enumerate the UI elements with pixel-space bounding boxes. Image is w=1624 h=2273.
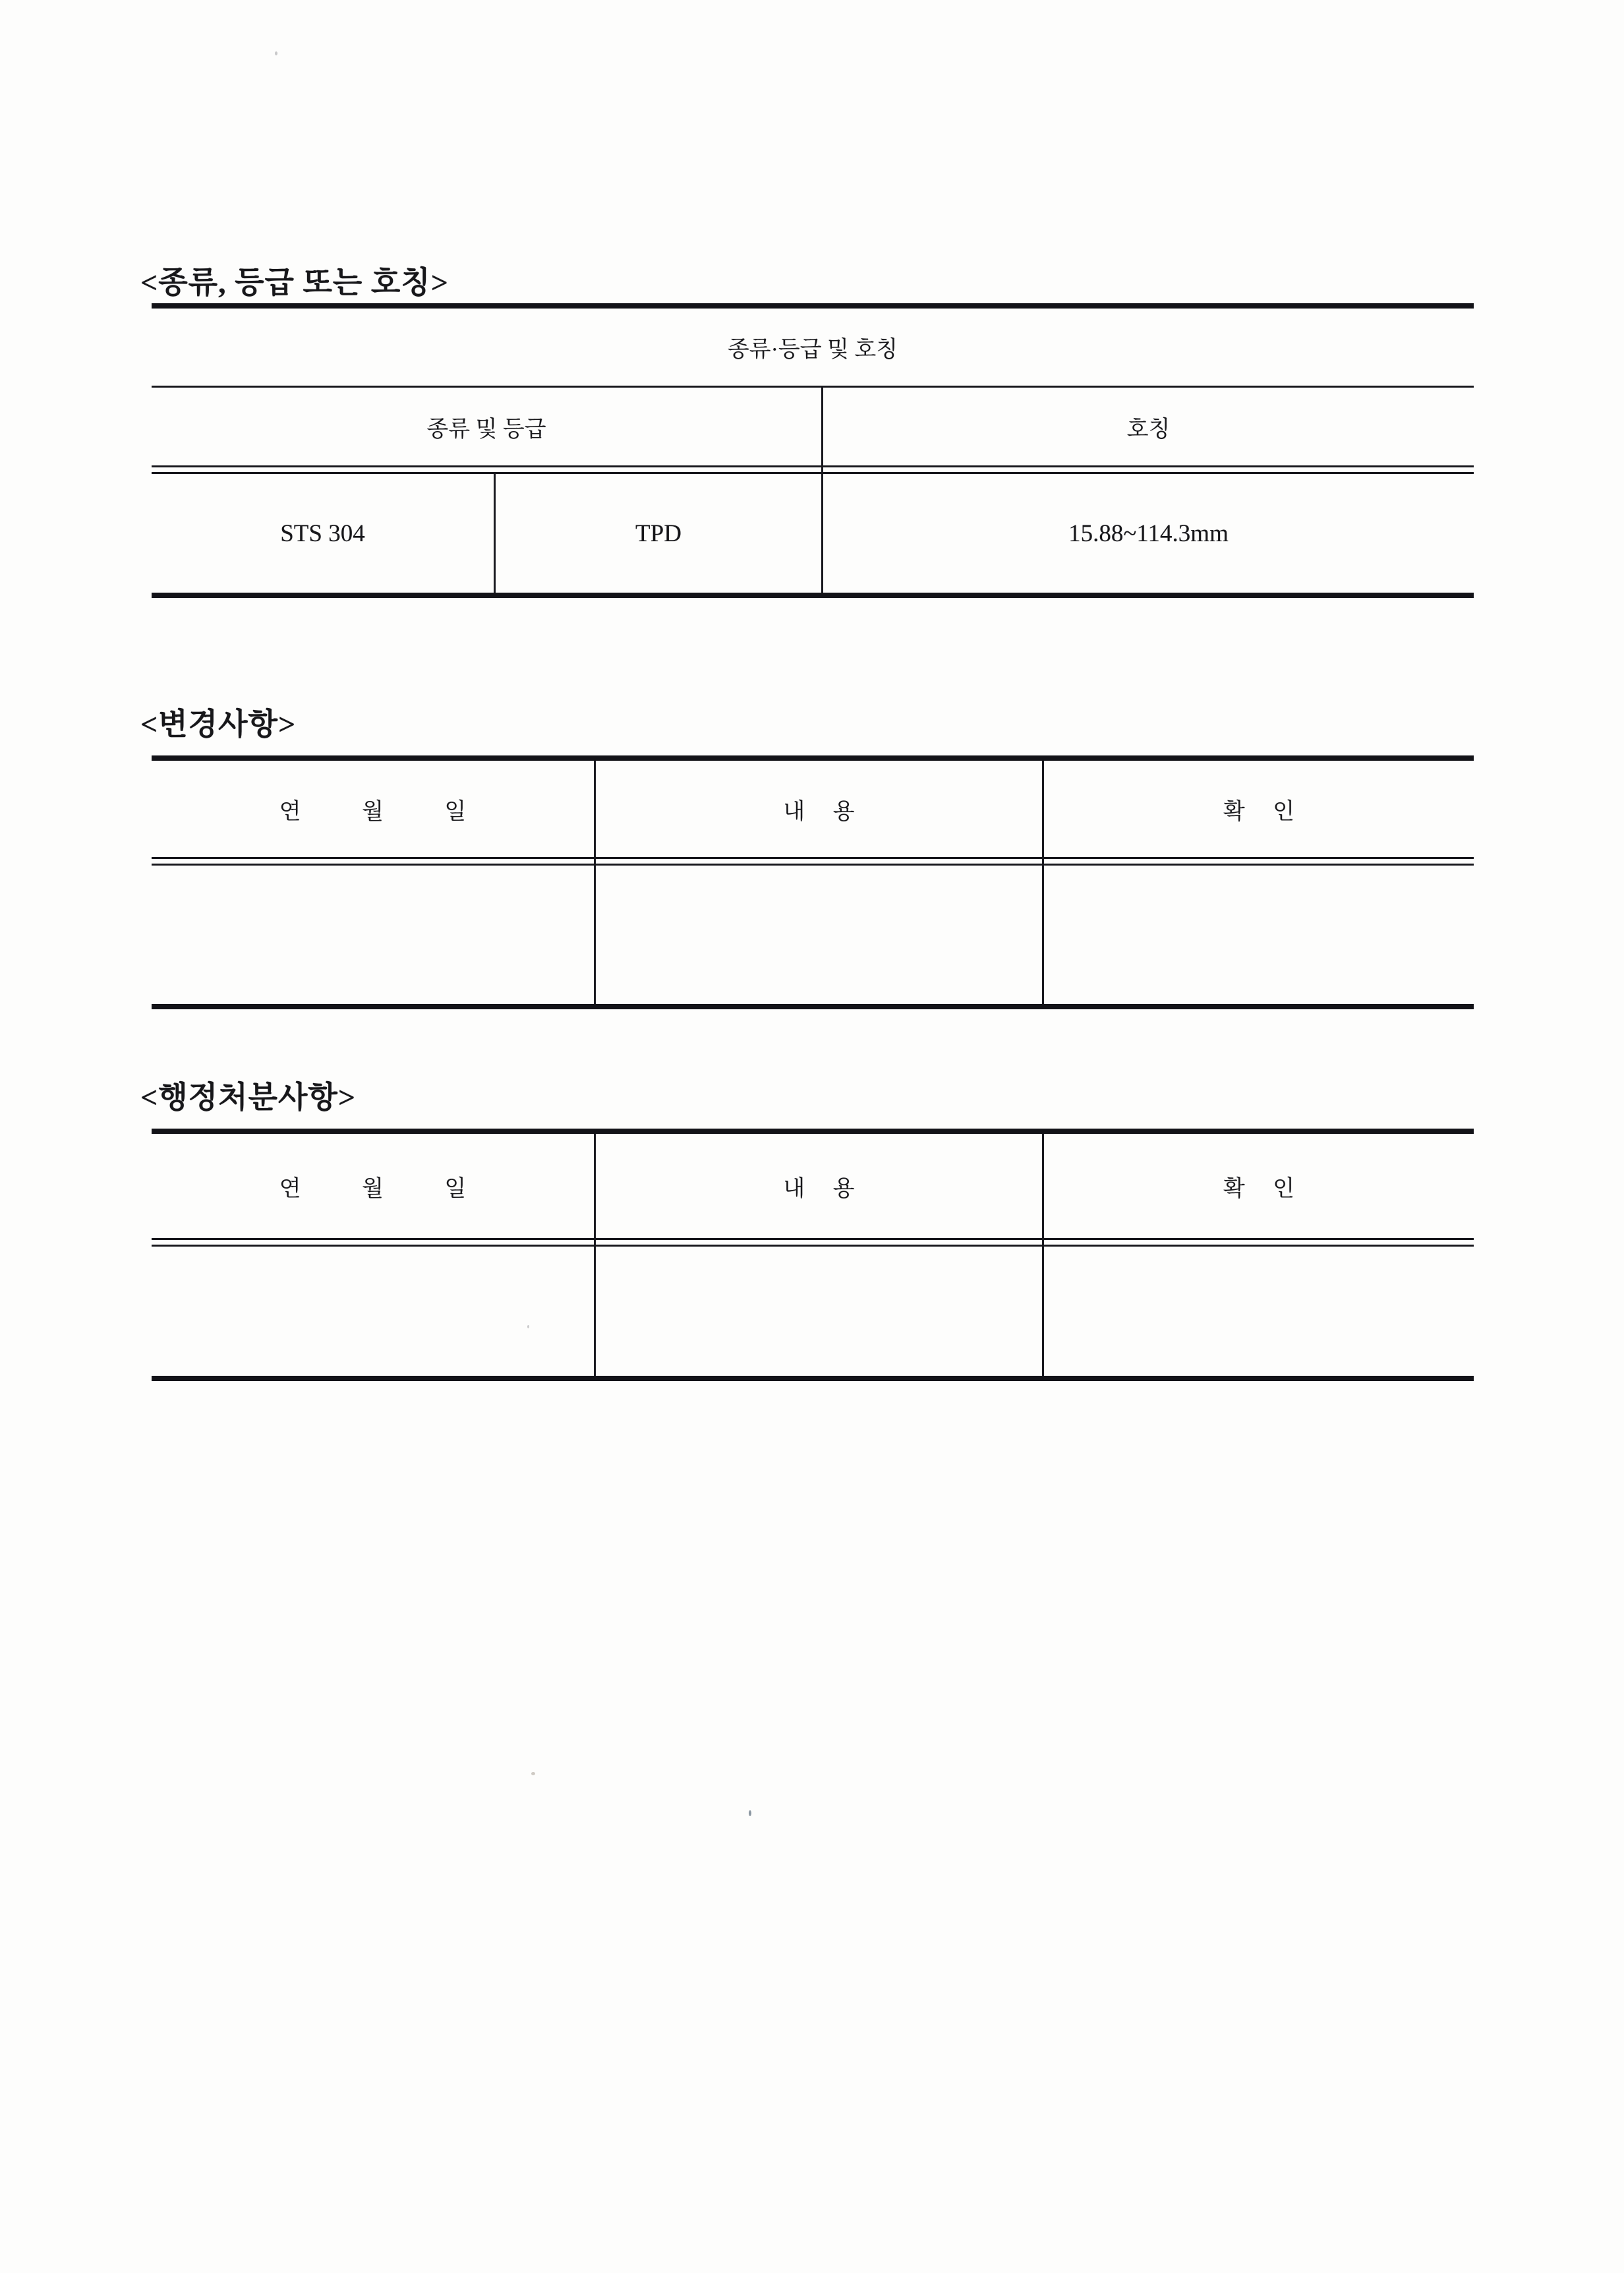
table-double-rule <box>152 465 1474 474</box>
table-double-rule <box>152 857 1474 866</box>
table-top-rule <box>152 303 1474 309</box>
table-title-cell: 종류·등급 및 호칭 <box>727 338 898 362</box>
table-bottom-rule <box>152 1004 1474 1009</box>
table-top-rule <box>152 1129 1474 1134</box>
type-grade-table <box>152 303 1474 598</box>
table-bottom-rule <box>152 1376 1474 1381</box>
scan-speck <box>527 1325 529 1328</box>
content-cell <box>594 866 1042 1004</box>
type-cell: STS 304 <box>280 519 365 547</box>
changes-table <box>152 755 1474 1009</box>
designation-cell: 15.88~114.3mm <box>821 474 1474 593</box>
scan-speck <box>749 1810 751 1816</box>
section-heading-dispositions: <행정처분사항> <box>140 1080 357 1114</box>
column-header-designation: 호칭 <box>821 388 1474 465</box>
table-bottom-rule <box>152 593 1474 598</box>
scan-speck <box>275 51 277 55</box>
table-row <box>152 866 1474 1004</box>
confirm-cell <box>1042 866 1474 1004</box>
column-header-date: 연 월 일 <box>279 1176 467 1201</box>
section-heading-changes: <변경사항> <box>140 707 297 741</box>
table-row <box>152 1247 1474 1376</box>
grade-cell: TPD <box>494 474 821 593</box>
column-header-confirm: 확 인 <box>1042 1134 1474 1238</box>
table-top-rule <box>152 755 1474 761</box>
scan-speck <box>531 1772 535 1775</box>
confirm-cell <box>1042 1247 1474 1376</box>
column-header-confirm: 확 인 <box>1042 761 1474 857</box>
column-header-date: 연 월 일 <box>279 799 467 824</box>
column-header-type-grade: 종류 및 등급 <box>426 417 546 442</box>
table-row <box>152 474 1474 593</box>
section-heading-type-grade: <종류, 등급 또는 호칭> <box>140 266 449 299</box>
date-cell <box>152 866 594 1004</box>
column-header-content: 내 용 <box>594 1134 1042 1238</box>
date-cell <box>152 1247 594 1376</box>
column-header-content: 내 용 <box>594 761 1042 857</box>
dispositions-table <box>152 1129 1474 1381</box>
table-double-rule <box>152 1238 1474 1247</box>
content-cell <box>594 1247 1042 1376</box>
